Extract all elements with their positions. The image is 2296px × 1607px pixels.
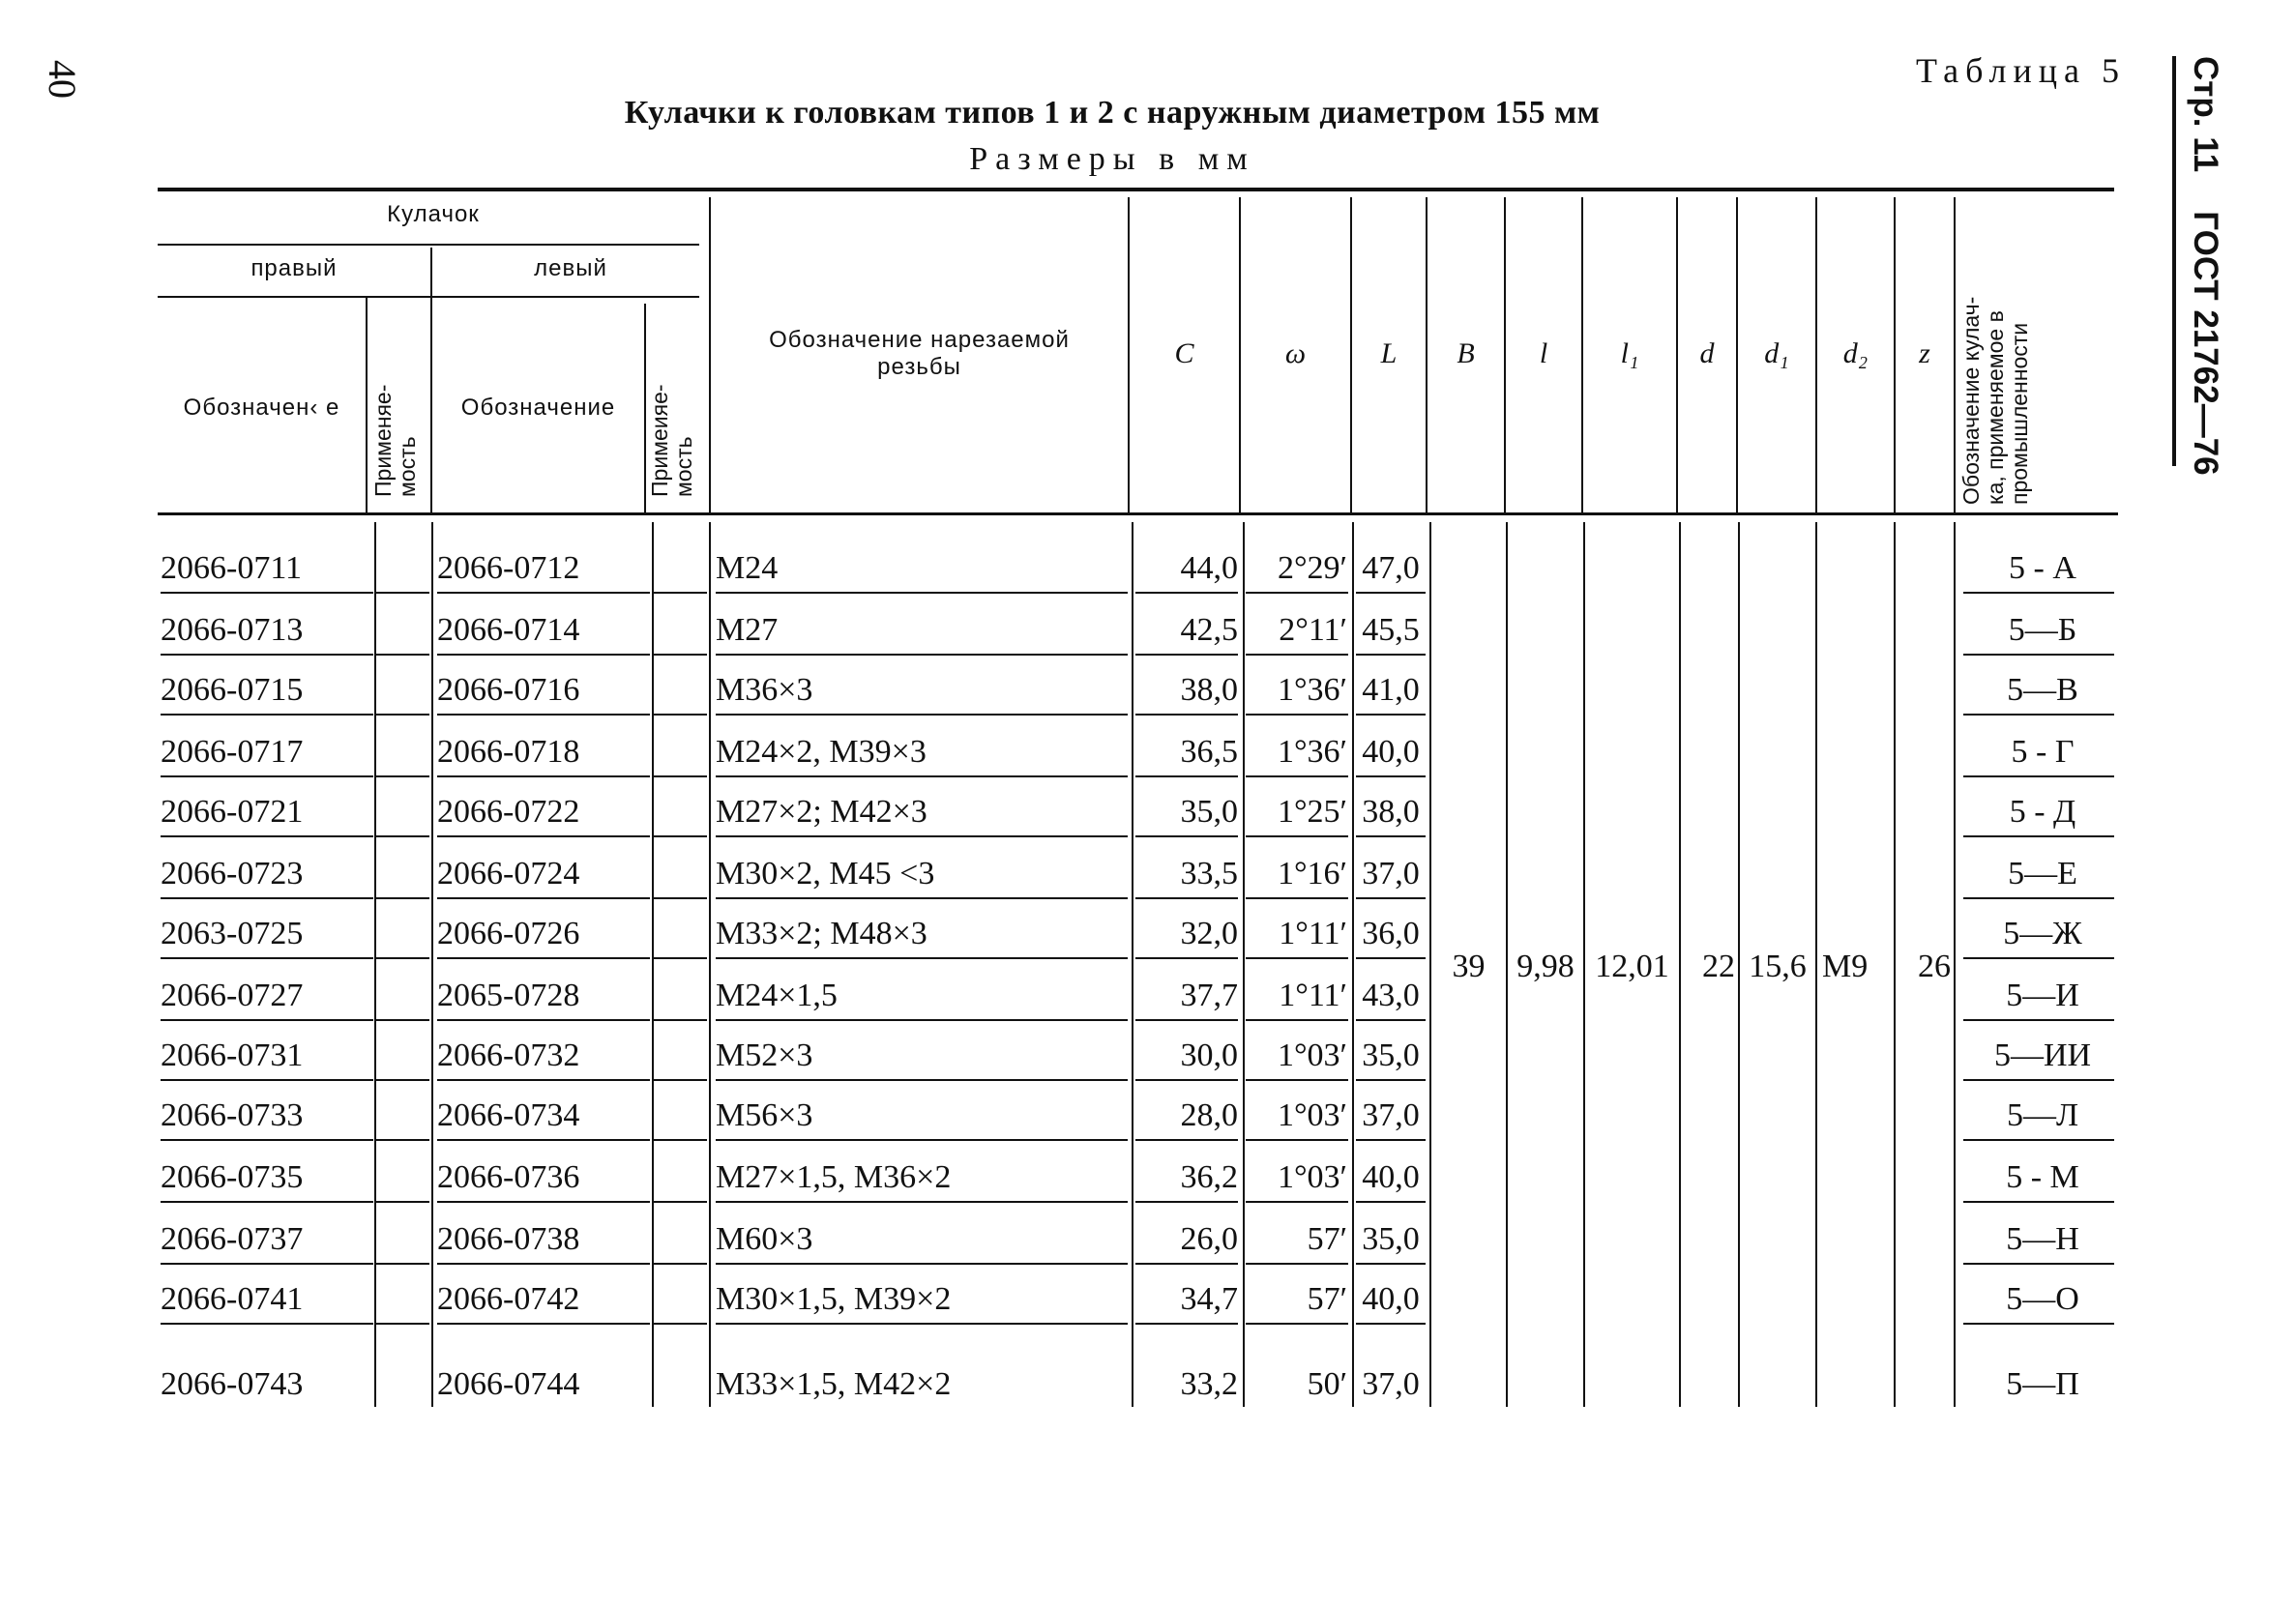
- row-underline: [716, 1323, 1128, 1325]
- row-underline: [1963, 957, 2114, 959]
- header-l: l: [1539, 337, 1548, 369]
- row-underline: [1135, 1323, 1238, 1325]
- cell-right: 2066-0723: [161, 856, 304, 891]
- cell-ind: 5—Ж: [2003, 916, 2082, 951]
- table-subtitle: Размеры в мм: [969, 141, 1255, 177]
- row-underline: [437, 592, 650, 594]
- cell-thread: М24×2, М39×3: [716, 734, 927, 770]
- body-divider: [1132, 522, 1133, 1407]
- row-underline: [1356, 1201, 1426, 1203]
- row-underline: [716, 1201, 1128, 1203]
- row-underline: [376, 1201, 429, 1203]
- row-underline: [1246, 897, 1348, 899]
- row-underline: [161, 835, 373, 837]
- cell-thread: М27×2; М42×3: [716, 794, 927, 830]
- row-underline: [1963, 775, 2114, 777]
- row-underline: [716, 714, 1128, 716]
- header-group: Кулачок: [387, 201, 480, 227]
- row-underline: [1135, 897, 1238, 899]
- cell-right: 2066-0711: [161, 550, 303, 586]
- row-underline: [1135, 1079, 1238, 1081]
- row-underline: [1246, 835, 1348, 837]
- row-underline: [1135, 1201, 1238, 1203]
- row-underline: [376, 835, 429, 837]
- row-underline: [437, 1079, 650, 1081]
- row-underline: [437, 1263, 650, 1265]
- cell-L: 41,0: [1362, 672, 1420, 708]
- cell-L: 37,0: [1362, 856, 1420, 891]
- cell-right: 2066-0743: [161, 1366, 304, 1402]
- cell-left: 2066-0722: [437, 794, 580, 830]
- cell-ind: 5 - М: [2006, 1159, 2079, 1195]
- body-divider: [1243, 522, 1245, 1407]
- row-underline: [716, 654, 1128, 656]
- row-underline: [1135, 957, 1238, 959]
- cell-right: 2066-0735: [161, 1159, 304, 1195]
- cell-left: 2066-0732: [437, 1037, 580, 1073]
- cell-left: 2066-0712: [437, 550, 580, 586]
- cell-ind: 5—Л: [2006, 1097, 2079, 1133]
- cell-ind: 5—Е: [2008, 856, 2077, 891]
- row-underline: [1963, 714, 2114, 716]
- header-designation-left: Обозначение: [460, 394, 616, 421]
- cell-thread: М30×1,5, М39×2: [716, 1281, 952, 1317]
- cell-C: 42,5: [1180, 612, 1238, 648]
- cell-thread: М36×3: [716, 672, 813, 708]
- common-l: 9,98: [1516, 949, 1575, 984]
- cell-omega: 50′: [1307, 1366, 1347, 1402]
- cell-thread: М33×1,5, М42×2: [716, 1366, 952, 1402]
- header-right: правый: [250, 255, 338, 281]
- cell-C: 30,0: [1180, 1037, 1238, 1073]
- header-applicability-right: Применяе- мость: [370, 384, 420, 497]
- row-underline: [1963, 1019, 2114, 1021]
- cell-right: 2066-0731: [161, 1037, 304, 1073]
- row-underline: [716, 897, 1128, 899]
- row-underline: [1963, 897, 2114, 899]
- cell-right: 2066-0715: [161, 672, 304, 708]
- cell-omega: 57′: [1307, 1281, 1347, 1317]
- header-bottom-rule: [158, 512, 2118, 515]
- row-underline: [1963, 654, 2114, 656]
- row-underline: [1135, 1139, 1238, 1141]
- row-underline: [654, 1019, 707, 1021]
- header-applicability-left: Примеияе- мость: [647, 384, 696, 497]
- cell-left: 2066-0726: [437, 916, 580, 951]
- header-z: z: [1919, 337, 1930, 369]
- row-underline: [161, 957, 373, 959]
- row-underline: [1356, 592, 1426, 594]
- row-underline: [1135, 1263, 1238, 1265]
- row-underline: [654, 835, 707, 837]
- row-underline: [716, 835, 1128, 837]
- cell-C: 38,0: [1180, 672, 1238, 708]
- header-divider: [366, 298, 368, 512]
- row-underline: [437, 1201, 650, 1203]
- row-underline: [437, 1019, 650, 1021]
- row-underline: [1246, 1323, 1348, 1325]
- row-underline: [1963, 1263, 2114, 1265]
- body-divider: [1352, 522, 1354, 1407]
- cell-ind: 5 - А: [2009, 550, 2076, 586]
- cell-C: 36,5: [1180, 734, 1238, 770]
- row-underline: [376, 714, 429, 716]
- row-underline: [654, 654, 707, 656]
- cell-ind: 5 - Г: [2011, 734, 2075, 770]
- row-underline: [1356, 1263, 1426, 1265]
- body-divider: [709, 522, 711, 1407]
- cell-L: 37,0: [1362, 1366, 1420, 1402]
- cell-omega: 1°03′: [1277, 1097, 1347, 1133]
- cell-thread: М52×3: [716, 1037, 813, 1073]
- cell-omega: 1°03′: [1277, 1159, 1347, 1195]
- row-underline: [161, 1139, 373, 1141]
- cell-right: 2066-0741: [161, 1281, 304, 1317]
- cell-C: 37,7: [1180, 978, 1238, 1013]
- cell-L: 47,0: [1362, 550, 1420, 586]
- row-underline: [716, 775, 1128, 777]
- cell-omega: 57′: [1307, 1221, 1347, 1257]
- cell-omega: 1°03′: [1277, 1037, 1347, 1073]
- header-L: L: [1380, 337, 1398, 369]
- row-underline: [716, 957, 1128, 959]
- cell-ind: 5—Н: [2006, 1221, 2079, 1257]
- body-divider: [431, 522, 433, 1407]
- cell-C: 32,0: [1180, 916, 1238, 951]
- cell-right: 2066-0733: [161, 1097, 304, 1133]
- cell-omega: 2°29′: [1277, 550, 1347, 586]
- cell-C: 44,0: [1180, 550, 1238, 586]
- row-underline: [161, 714, 373, 716]
- cell-ind: 5—В: [2007, 672, 2078, 708]
- header-left: левый: [534, 255, 607, 281]
- cell-omega: 1°11′: [1279, 916, 1347, 951]
- cell-L: 38,0: [1362, 794, 1420, 830]
- row-underline: [1963, 1139, 2114, 1141]
- cell-L: 40,0: [1362, 1159, 1420, 1195]
- row-underline: [1963, 1323, 2114, 1325]
- row-underline: [654, 714, 707, 716]
- common-z: 26: [1918, 949, 1951, 984]
- row-underline: [161, 1079, 373, 1081]
- cell-L: 40,0: [1362, 1281, 1420, 1317]
- cell-thread: М30×2, М45 <3: [716, 856, 935, 891]
- common-B: 39: [1452, 949, 1486, 984]
- row-underline: [716, 1139, 1128, 1141]
- row-underline: [1135, 1019, 1238, 1021]
- cell-right: 2066-0721: [161, 794, 304, 830]
- row-underline: [1356, 1019, 1426, 1021]
- row-underline: [161, 1263, 373, 1265]
- row-underline: [1356, 835, 1426, 837]
- group-rule: [158, 244, 699, 246]
- row-underline: [1356, 654, 1426, 656]
- cell-ind: 5—Б: [2008, 612, 2077, 648]
- row-underline: [161, 1323, 373, 1325]
- row-underline: [1963, 835, 2114, 837]
- row-underline: [1246, 1263, 1348, 1265]
- row-underline: [376, 897, 429, 899]
- cell-L: 37,0: [1362, 1097, 1420, 1133]
- header-l1: l₁: [1620, 337, 1639, 369]
- row-underline: [716, 592, 1128, 594]
- header-C: C: [1174, 337, 1194, 369]
- common-d: 22: [1702, 949, 1735, 984]
- row-underline: [376, 592, 429, 594]
- row-underline: [1246, 1201, 1348, 1203]
- header-d2: d₂: [1842, 337, 1869, 369]
- cell-omega: 1°25′: [1277, 794, 1347, 830]
- row-underline: [437, 835, 650, 837]
- row-underline: [1135, 835, 1238, 837]
- cell-thread: М24×1,5: [716, 978, 838, 1013]
- row-underline: [437, 654, 650, 656]
- cell-right: 2066-0713: [161, 612, 304, 648]
- header-d: d: [1699, 337, 1715, 369]
- row-underline: [437, 1323, 650, 1325]
- cell-thread: М56×3: [716, 1097, 813, 1133]
- row-underline: [376, 1079, 429, 1081]
- cell-left: 2066-0734: [437, 1097, 580, 1133]
- header-omega: ω: [1284, 337, 1307, 369]
- row-underline: [437, 775, 650, 777]
- cell-left: 2066-0724: [437, 856, 580, 891]
- cell-ind: 5 - Д: [2009, 794, 2076, 830]
- cell-left: 2065-0728: [437, 978, 580, 1013]
- row-underline: [1356, 714, 1426, 716]
- cell-omega: 1°36′: [1277, 672, 1347, 708]
- table-number: Таблица 5: [1916, 51, 2126, 90]
- row-underline: [161, 1019, 373, 1021]
- cell-C: 36,2: [1180, 1159, 1238, 1195]
- header-divider: [430, 248, 432, 512]
- row-underline: [654, 897, 707, 899]
- cell-L: 45,5: [1362, 612, 1420, 648]
- cell-thread: М60×3: [716, 1221, 813, 1257]
- cell-right: 2066-0717: [161, 734, 304, 770]
- row-underline: [376, 1263, 429, 1265]
- cell-L: 40,0: [1362, 734, 1420, 770]
- row-underline: [1356, 1139, 1426, 1141]
- row-underline: [1356, 897, 1426, 899]
- row-underline: [1356, 775, 1426, 777]
- cell-C: 34,7: [1180, 1281, 1238, 1317]
- row-underline: [1135, 775, 1238, 777]
- row-underline: [1246, 957, 1348, 959]
- header-d1: d₁: [1764, 337, 1789, 369]
- row-underline: [161, 592, 373, 594]
- header-divider: [644, 304, 646, 512]
- common-d2: М9: [1822, 949, 1869, 984]
- row-underline: [716, 1263, 1128, 1265]
- cell-C: 33,5: [1180, 856, 1238, 891]
- header-designation-right: Обозначен‹ е: [183, 394, 340, 421]
- row-underline: [1963, 1079, 2114, 1081]
- cell-right: 2066-0737: [161, 1221, 304, 1257]
- table-title: Кулачки к головкам типов 1 и 2 с наружным диаметром 155 мм: [624, 95, 1601, 131]
- row-underline: [654, 1263, 707, 1265]
- cell-C: 35,0: [1180, 794, 1238, 830]
- row-underline: [654, 1079, 707, 1081]
- row-underline: [1246, 714, 1348, 716]
- cell-omega: 2°11′: [1279, 612, 1347, 648]
- row-underline: [161, 1201, 373, 1203]
- cell-left: 2066-0714: [437, 612, 580, 648]
- row-underline: [376, 957, 429, 959]
- cell-L: 35,0: [1362, 1221, 1420, 1257]
- row-underline: [1356, 1323, 1426, 1325]
- row-underline: [437, 957, 650, 959]
- table-top-rule: [158, 188, 2114, 191]
- row-underline: [1356, 1079, 1426, 1081]
- row-underline: [654, 775, 707, 777]
- row-underline: [376, 1323, 429, 1325]
- cell-thread: М27×1,5, М36×2: [716, 1159, 952, 1195]
- common-l1: 12,01: [1595, 949, 1669, 984]
- row-underline: [716, 1019, 1128, 1021]
- cell-omega: 1°16′: [1277, 856, 1347, 891]
- page-number: 40: [41, 60, 84, 99]
- cell-L: 35,0: [1362, 1037, 1420, 1073]
- row-underline: [654, 1139, 707, 1141]
- cell-left: 2066-0716: [437, 672, 580, 708]
- sidebar-standard: ГОСТ 21762—76: [2187, 211, 2224, 476]
- cell-right: 2066-0727: [161, 978, 304, 1013]
- row-underline: [654, 1201, 707, 1203]
- row-underline: [1246, 1139, 1348, 1141]
- row-underline: [437, 897, 650, 899]
- cell-ind: 5—П: [2006, 1366, 2079, 1402]
- row-underline: [437, 1139, 650, 1141]
- row-underline: [161, 897, 373, 899]
- cell-L: 43,0: [1362, 978, 1420, 1013]
- row-underline: [1135, 654, 1238, 656]
- cell-ind: 5—О: [2006, 1281, 2079, 1317]
- row-underline: [1246, 1019, 1348, 1021]
- row-underline: [654, 592, 707, 594]
- row-underline: [1135, 592, 1238, 594]
- cell-omega: 1°36′: [1277, 734, 1347, 770]
- cell-C: 26,0: [1180, 1221, 1238, 1257]
- row-underline: [1135, 714, 1238, 716]
- row-underline: [1246, 775, 1348, 777]
- cell-left: 2066-0738: [437, 1221, 580, 1257]
- row-underline: [376, 1019, 429, 1021]
- cell-left: 2066-0718: [437, 734, 580, 770]
- header-divider: [1954, 197, 1956, 512]
- row-underline: [1963, 592, 2114, 594]
- cell-C: 28,0: [1180, 1097, 1238, 1133]
- cell-right: 2063-0725: [161, 916, 304, 951]
- row-underline: [1246, 1079, 1348, 1081]
- cell-thread: М33×2; М48×3: [716, 916, 927, 951]
- cell-thread: М27: [716, 612, 779, 648]
- header-B: B: [1457, 337, 1475, 369]
- row-underline: [376, 1139, 429, 1141]
- cell-C: 33,2: [1180, 1366, 1238, 1402]
- body-divider: [1954, 522, 1956, 1407]
- cell-L: 36,0: [1362, 916, 1420, 951]
- row-underline: [716, 1079, 1128, 1081]
- row-underline: [161, 775, 373, 777]
- header-industry: Обозначение кулач- ка, применяемое в промышленности: [1958, 296, 2032, 505]
- row-underline: [1246, 592, 1348, 594]
- body-divider: [1815, 522, 1817, 1407]
- cell-left: 2066-0736: [437, 1159, 580, 1195]
- cell-thread: М24: [716, 550, 779, 586]
- row-underline: [376, 654, 429, 656]
- cell-left: 2066-0742: [437, 1281, 580, 1317]
- cell-omega: 1°11′: [1279, 978, 1347, 1013]
- row-underline: [1963, 1201, 2114, 1203]
- sidebar-page-label: Стр. 11: [2187, 56, 2224, 173]
- row-underline: [161, 654, 373, 656]
- cell-ind: 5—И: [2006, 978, 2079, 1013]
- common-d1: 15,6: [1749, 949, 1807, 984]
- header-thread: Обозначение нарезаемой резьбы: [769, 327, 1070, 380]
- row-underline: [1356, 957, 1426, 959]
- cell-left: 2066-0744: [437, 1366, 580, 1402]
- row-underline: [654, 957, 707, 959]
- row-underline: [376, 775, 429, 777]
- cell-ind: 5—ИИ: [1993, 1037, 2092, 1073]
- row-underline: [437, 714, 650, 716]
- subgroup-rule: [158, 296, 699, 298]
- row-underline: [1246, 654, 1348, 656]
- row-underline: [654, 1323, 707, 1325]
